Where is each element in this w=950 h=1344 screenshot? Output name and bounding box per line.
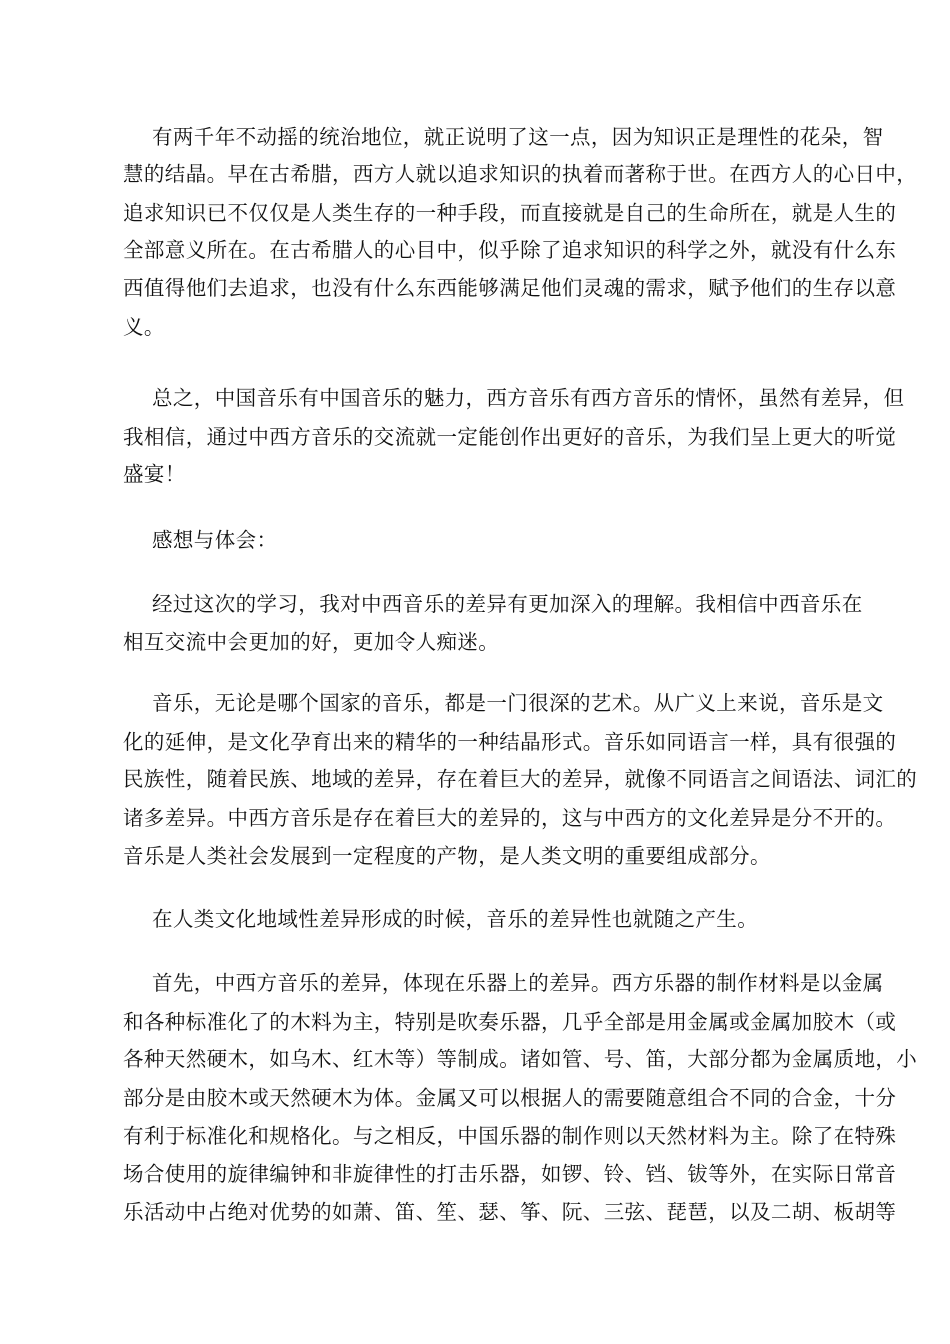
paragraph-7-line-1: 首先，中西方音乐的差异，体现在乐器上的差异。西方乐器的制作材料是以金属 (152, 971, 884, 995)
paragraph-7-line-3: 各种天然硬木，如乌木、红木等）等制成。诸如管、号、笛，大部分都为金属质地，小 (123, 1047, 918, 1071)
paragraph-1-line-6: 义。 (123, 315, 165, 339)
paragraph-7-line-4: 部分是由胶木或天然硬木为体。金属又可以根据人的需要随意组合不同的合金，十分 (123, 1086, 897, 1110)
paragraph-2-line-1: 总之，中国音乐有中国音乐的魅力，西方音乐有西方音乐的情怀，虽然有差异，但 (152, 386, 905, 410)
paragraph-7-line-6: 场合使用的旋律编钟和非旋律性的打击乐器，如锣、铃、铛、钹等外，在实际日常音 (123, 1162, 897, 1186)
paragraph-1-line-5: 西值得他们去追求，也没有什么东西能够满足他们灵魂的需求，赋予他们的生存以意 (123, 276, 897, 300)
document-body (123, 0, 918, 1344)
paragraph-5-line-4: 诸多差异。中西方音乐是存在着巨大的差异的，这与中西方的文化差异是分不开的。 (123, 806, 897, 830)
section-heading: 感想与体会： (152, 528, 278, 552)
paragraph-2-line-2: 我相信，通过中西方音乐的交流就一定能创作出更好的音乐，为我们呈上更大的听觉 (123, 425, 897, 449)
paragraph-1-line-1: 有两千年不动摇的统治地位，就正说明了这一点，因为知识正是理性的花朵，智 (152, 125, 884, 149)
paragraph-4-line-2: 相互交流中会更加的好，更加令人痴迷。 (123, 630, 500, 654)
paragraph-5-line-2: 化的延伸，是文化孕育出来的精华的一种结晶形式。音乐如同语言一样，具有很强的 (123, 730, 897, 754)
paragraph-6-line-1: 在人类文化地域性差异形成的时候，音乐的差异性也就随之产生。 (152, 907, 759, 931)
paragraph-7-line-7: 乐活动中占绝对优势的如萧、笛、笙、瑟、筝、阮、三弦、琵琶，以及二胡、板胡等 (123, 1200, 897, 1224)
paragraph-1-line-3: 追求知识已不仅仅是人类生存的一种手段，而直接就是自己的生命所在，就是人生的 (123, 201, 897, 225)
paragraph-7-line-2: 和各种标准化了的木料为主，特别是吹奏乐器，几乎全部是用金属或金属加胶木（或 (123, 1010, 897, 1034)
paragraph-1-line-2: 慧的结晶。早在古希腊，西方人就以追求知识的执着而著称于世。在西方人的心日中， (123, 162, 918, 186)
paragraph-2-line-3: 盛宴！ (123, 462, 186, 486)
paragraph-7-line-5: 有利于标准化和规格化。与之相反，中国乐器的制作则以天然材料为主。除了在特殊 (123, 1124, 897, 1148)
paragraph-5-line-1: 音乐，无论是哪个国家的音乐，都是一门很深的艺术。从广义上来说，音乐是文 (152, 691, 884, 715)
paragraph-1-line-4: 全部意义所在。在古希腊人的心目中，似乎除了追求知识的科学之外，就没有什么东 (123, 238, 897, 262)
paragraph-4-line-1: 经过这次的学习，我对中西音乐的差异有更加深入的理解。我相信中西音乐在 (152, 592, 863, 616)
paragraph-5-line-5: 音乐是人类社会发展到一定程度的产物，是人类文明的重要组成部分。 (123, 844, 771, 868)
paragraph-5-line-3: 民族性，随着民族、地域的差异，存在着巨大的差异，就像不同语言之间语法、词汇的 (123, 767, 918, 791)
